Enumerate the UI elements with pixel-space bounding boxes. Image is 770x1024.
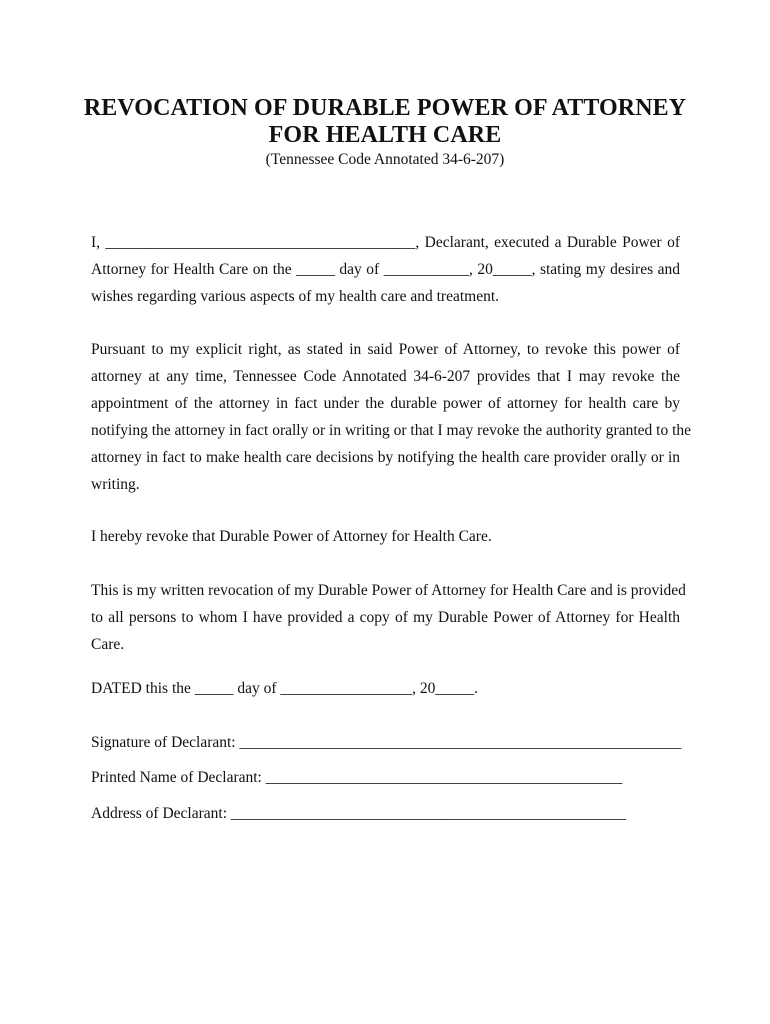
printed-name-of-declarant-line: Printed Name of Declarant: ______________________________________________ xyxy=(91,769,623,786)
paragraph-1-line-1: I, ________________________________________, Declarant, executed a Durable Power of xyxy=(91,234,680,251)
paragraph-1-line-2: Attorney for Health Care on the _____ day of ___________, 20_____, stating my desires and xyxy=(91,261,680,278)
paragraph-2-line-2: attorney at any time, Tennessee Code Annotated 34-6-207 provides that I may revoke the xyxy=(91,368,680,385)
paragraph-4-line-3: Care. xyxy=(91,636,125,653)
paragraph-1-line-3: wishes regarding various aspects of my health care and treatment. xyxy=(91,288,500,305)
dated-line: DATED this the _____ day of _________________, 20_____. xyxy=(91,680,479,697)
address-of-declarant-line: Address of Declarant: ___________________________________________________ xyxy=(91,805,627,822)
paragraph-4-line-1: This is my written revocation of my Durable Power of Attorney for Health Care and is provided xyxy=(91,582,686,599)
paragraph-pursuant-right xyxy=(91,336,692,498)
paragraph-2-line-4: notifying the attorney in fact orally or in writing or that I may revoke the authority granted to the xyxy=(91,422,692,439)
paragraph-2-line-5: attorney in fact to make health care decisions by notifying the health care provider orally or in xyxy=(91,449,680,466)
document-title-line-1: REVOCATION OF DURABLE POWER OF ATTORNEY xyxy=(83,95,687,121)
paragraph-revoke-statement xyxy=(91,523,680,550)
document-subtitle: (Tennessee Code Annotated 34-6-207) xyxy=(265,151,505,168)
paragraph-4-line-2: to all persons to whom I have provided a copy of my Durable Power of Attorney for Health xyxy=(91,609,680,626)
paragraph-3-line-1: I hereby revoke that Durable Power of Attorney for Health Care. xyxy=(91,528,492,545)
paragraph-written-revocation xyxy=(91,577,686,658)
paragraph-declarant-execution xyxy=(91,229,680,310)
signature-of-declarant-line: Signature of Declarant: _________________________________________________________ xyxy=(91,734,682,751)
document-title-line-2: FOR HEALTH CARE xyxy=(268,122,502,148)
paragraph-2-line-3: appointment of the attorney in fact under the durable power of attorney for health care by xyxy=(91,395,680,412)
paragraph-2-line-1: Pursuant to my explicit right, as stated in said Power of Attorney, to revoke this power of xyxy=(91,341,680,358)
paragraph-2-line-6: writing. xyxy=(91,476,140,493)
